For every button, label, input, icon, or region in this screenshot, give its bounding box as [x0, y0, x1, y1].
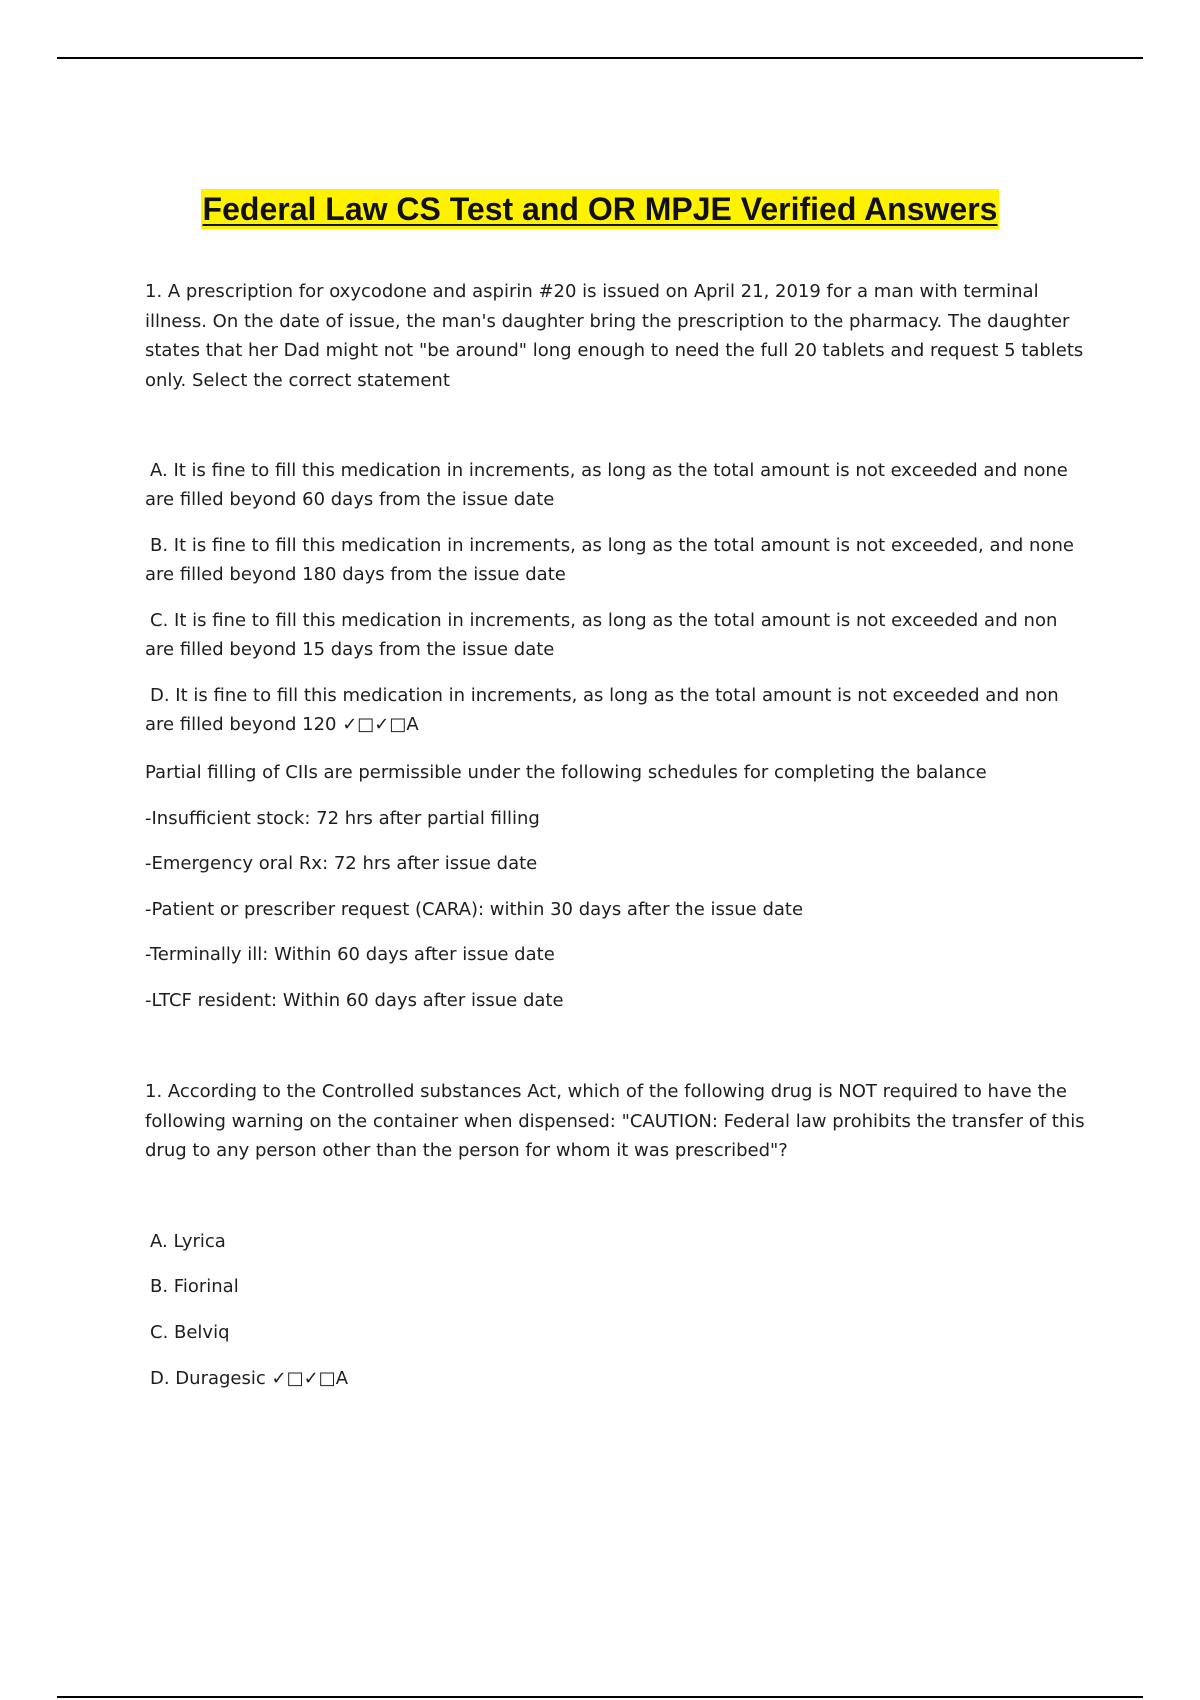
question-1-option-b	[145, 532, 1090, 589]
explanation-item: -Patient or prescriber request (CARA): within 30 days after the issue date	[145, 899, 804, 920]
option-text: B. Fiorinal	[150, 1276, 239, 1297]
question-2-option-d	[145, 1365, 1090, 1394]
option-text: B. It is fine to fill this medication in increments, as long as the total amount is not exceeded, and none are filled beyond 180 days from the issue date	[145, 535, 1074, 585]
explanation-item: -Insufficient stock: 72 hrs after partial filling	[145, 808, 540, 829]
explanation-intro: Partial filling of CIIs are permissible under the following schedules for completing the balance	[145, 762, 987, 783]
option-text: D. Duragesic	[150, 1368, 266, 1389]
question-1-option-c	[145, 607, 1090, 664]
answer-mark: ✓□✓□A	[271, 1368, 349, 1389]
answer-mark: ✓□✓□A	[342, 713, 419, 735]
question-1-stem: 1. A prescription for oxycodone and aspirin #20 is issued on April 21, 2019 for a man with terminal illness. On the date of issue, the man's daughter bring the prescription to the pharmacy. The daughter states that her Dad might not "be around" long enough to need the full 20 tablets and request 5 tablets only. Select the correct statement	[145, 281, 1084, 391]
top-rule	[57, 57, 1143, 59]
question-1-option-d	[145, 682, 1090, 739]
explanation-item: -Emergency oral Rx: 72 hrs after issue date	[145, 853, 538, 874]
bottom-rule	[57, 1696, 1143, 1698]
option-text: C. Belviq	[150, 1322, 230, 1343]
question-2-stem: 1. According to the Controlled substances Act, which of the following drug is NOT required to have the following warning on the container when dispensed: "CAUTION: Federal law prohibits the transfer of this drug to any person other than the person for whom it was prescribed"?	[145, 1081, 1085, 1161]
explanation-item: -Terminally ill: Within 60 days after issue date	[145, 944, 555, 965]
option-text: D. It is fine to fill this medication in increments, as long as the total amount is not exceeded and non are filled beyond 120	[145, 685, 1059, 735]
document-title: Federal Law CS Test and OR MPJE Verified Answers	[202, 191, 998, 227]
question-2-option-a	[145, 1228, 1090, 1257]
title-block	[0, 189, 1200, 229]
question-2-option-b	[145, 1273, 1090, 1302]
question-2-option-c	[145, 1319, 1090, 1348]
option-text: C. It is fine to fill this medication in increments, as long as the total amount is not exceeded and non are filled beyond 15 days from the issue date	[145, 610, 1058, 660]
explanation-item: -LTCF resident: Within 60 days after issue date	[145, 990, 564, 1011]
option-text: A. Lyrica	[150, 1231, 226, 1252]
question-1-option-a	[145, 457, 1090, 514]
option-text: A. It is fine to fill this medication in increments, as long as the total amount is not exceeded and none are filled beyond 60 days from the issue date	[145, 460, 1068, 510]
